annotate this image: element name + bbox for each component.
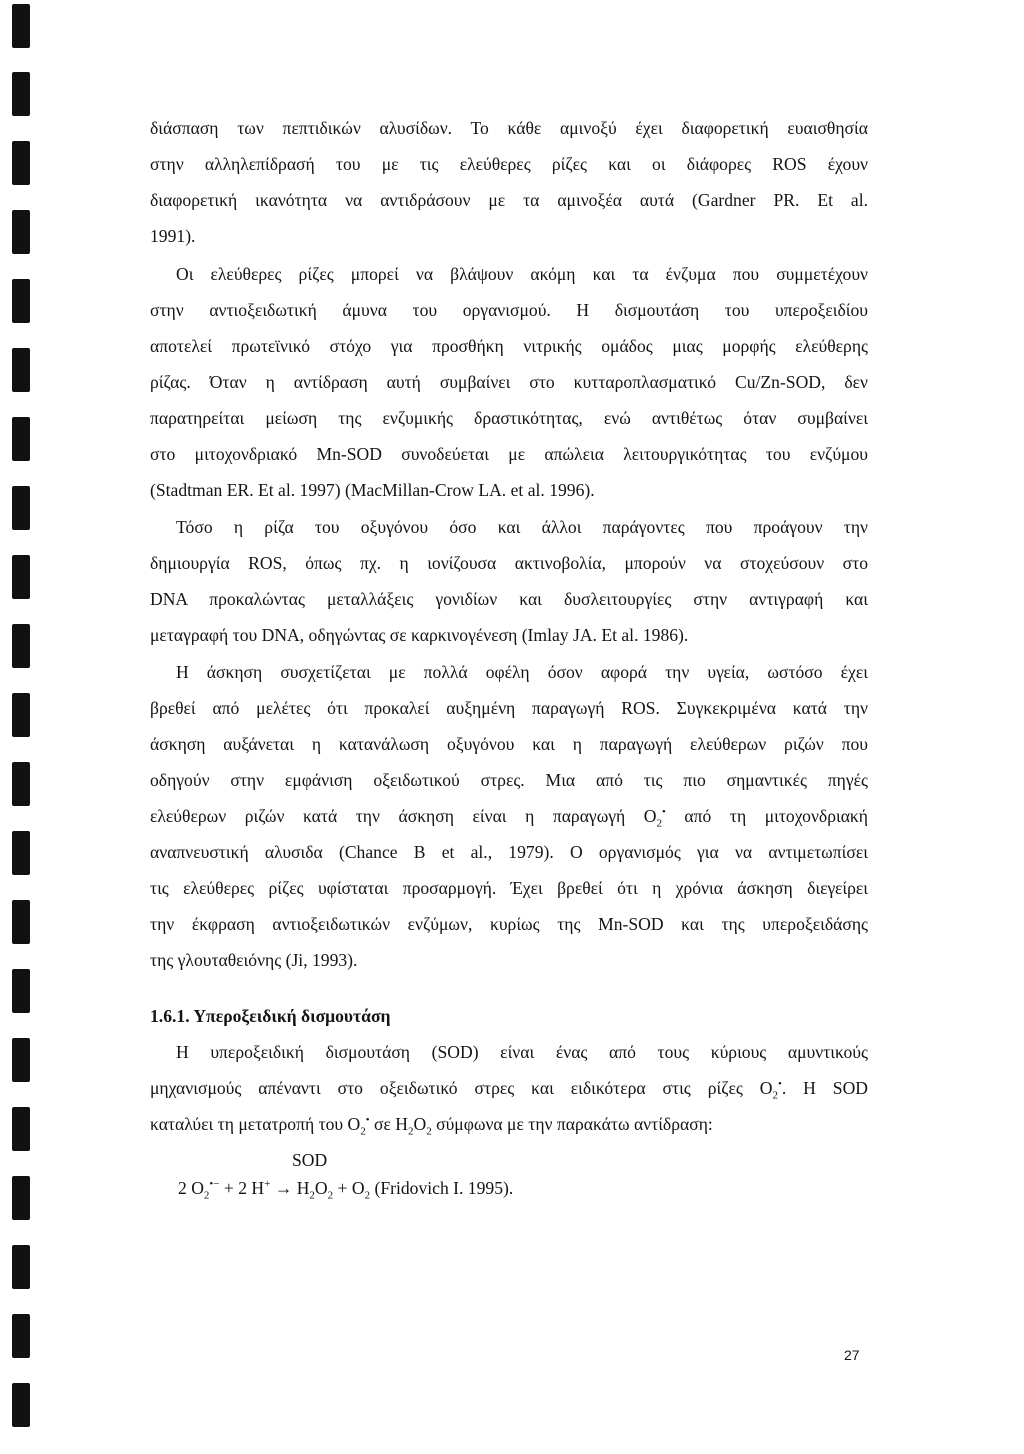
binding-hole xyxy=(12,1038,30,1082)
binding-hole-strip xyxy=(0,0,42,1454)
binding-hole xyxy=(12,1245,30,1289)
binding-hole xyxy=(12,4,30,48)
body-text-line: δημιουργία ROS, όπως πχ. η ιονίζουσα ακτινοβολία, μπορούν να στοχεύσουν στο xyxy=(150,553,868,573)
body-text-line: μεταγραφή του DNA, οδηγώντας σε καρκινογένεση (Imlay JA. Et al. 1986). xyxy=(150,625,689,645)
section-title: Υπεροξειδική δισμουτάση xyxy=(193,1006,391,1026)
reaction-arrow: → xyxy=(270,1178,297,1198)
equation-enzyme-label: SOD xyxy=(292,1150,328,1170)
body-text-line: Οι ελεύθερες ρίζες μπορεί να βλάψουν ακόμη και τα ένζυμα που συμμετέχουν xyxy=(176,264,868,284)
body-text-line: τις ελεύθερες ρίζες υφίσταται προσαρμογή. Έχει βρεθεί ότι η χρόνια άσκηση διεγείρει xyxy=(150,878,868,898)
body-text-line: (Stadtman ER. Et al. 1997) (MacMillan-Crow LA. et al. 1996). xyxy=(150,480,595,500)
body-text-line: διάσπαση των πεπτιδικών αλυσίδων. Το κάθε αμινοξύ έχει διαφορετική ευαισθησία xyxy=(150,118,868,138)
binding-hole xyxy=(12,693,30,737)
body-text-line: καταλύει τη μετατροπή του $O_2^•$ σε $H_2O_2$ σύμφωνα με την παρακάτω αντίδραση: xyxy=(150,1114,713,1138)
binding-hole xyxy=(12,1176,30,1220)
body-text-line: Τόσο η ρίζα του οξυγόνου όσο και άλλοι παράγοντες που προάγουν την xyxy=(176,517,868,537)
body-text-line: DNA προκαλώντας μεταλλάξεις γονιδίων και δυσλειτουργίες στην αντιγραφή και xyxy=(150,589,868,609)
body-text-line: στην αλληλεπίδρασή του με τις ελεύθερες ρίζες και οι διάφορες ROS έχουν xyxy=(150,154,868,174)
body-text-line: μηχανισμούς απέναντι στο οξειδωτικό στρες και ειδικότερα στις ρίζες $O_2^•$. Η SOD xyxy=(150,1078,868,1102)
binding-hole xyxy=(12,417,30,461)
reaction-equation: 2 $O_2^{•-} + 2$ $H^+ \to H_2O_2 + O_2$ (Fridovich I. 1995). xyxy=(178,1178,514,1202)
binding-hole xyxy=(12,279,30,323)
binding-hole xyxy=(12,348,30,392)
binding-hole xyxy=(12,1383,30,1427)
binding-hole xyxy=(12,1107,30,1151)
binding-hole xyxy=(12,1314,30,1358)
body-text-line: ρίζας. Όταν η αντίδραση αυτή συμβαίνει στο κυτταροπλασματικό Cu/Zn-SOD, δεν xyxy=(150,372,868,392)
body-text-line: βρεθεί από μελέτες ότι προκαλεί αυξημένη παραγωγή ROS. Συγκεκριμένα κατά την xyxy=(150,698,868,718)
binding-hole xyxy=(12,969,30,1013)
section-heading xyxy=(150,1006,391,1026)
binding-hole xyxy=(12,555,30,599)
body-text-line: στην αντιοξειδωτική άμυνα του οργανισμού. Η δισμουτάση του υπεροξειδίου xyxy=(150,300,868,320)
page-number: 27 xyxy=(844,1347,860,1363)
binding-hole xyxy=(12,72,30,116)
body-text-line: 1991). xyxy=(150,226,196,246)
body-text-line: Η υπεροξειδική δισμουτάση (SOD) είναι ένας από τους κύριους αμυντικούς xyxy=(176,1042,868,1062)
binding-hole xyxy=(12,486,30,530)
body-text-line: αποτελεί πρωτεϊνικό στόχο για προσθήκη νιτρικής ομάδος μιας μορφής ελεύθερης xyxy=(150,336,868,356)
body-text-line: οδηγούν στην εμφάνιση οξειδωτικού στρες. Μια από τις πιο σημαντικές πηγές xyxy=(150,770,868,790)
binding-hole xyxy=(12,624,30,668)
body-text-line: παρατηρείται μείωση της ενζυμικής δραστικότητας, ενώ αντιθέτως όταν συμβαίνει xyxy=(150,408,868,428)
binding-hole xyxy=(12,141,30,185)
body-text-line: στο μιτοχονδριακό Mn-SOD συνοδεύεται με απώλεια λειτουργικότητας του ενζύμου xyxy=(150,444,868,464)
body-text-line: αναπνευστική αλυσιδα (Chance B et al., 1979). Ο οργανισμός για να αντιμετωπίσει xyxy=(150,842,868,862)
binding-hole xyxy=(12,762,30,806)
body-text-line: διαφορετική ικανότητα να αντιδράσουν με τα αμινοξέα αυτά (Gardner PR. Et al. xyxy=(150,190,868,210)
binding-hole xyxy=(12,900,30,944)
binding-hole xyxy=(12,831,30,875)
body-text-line: ελεύθερων ριζών κατά την άσκηση είναι η παραγωγή $O_2^•$ από τη μιτοχονδριακή xyxy=(150,806,868,830)
body-text-line: της γλουταθειόνης (Ji, 1993). xyxy=(150,950,358,970)
section-number: 1.6.1. xyxy=(150,1006,190,1026)
binding-hole xyxy=(12,210,30,254)
body-text-line: την έκφραση αντιοξειδωτικών ενζύμων, κυρίως της Mn-SOD και της υπεροξειδάσης xyxy=(150,914,868,934)
body-text-line: άσκηση αυξάνεται η κατανάλωση οξυγόνου και η παραγωγή ελεύθερων ριζών που xyxy=(150,734,868,754)
body-text-line: Η άσκηση συσχετίζεται με πολλά οφέλη όσον αφορά την υγεία, ωστόσο έχει xyxy=(176,662,868,682)
